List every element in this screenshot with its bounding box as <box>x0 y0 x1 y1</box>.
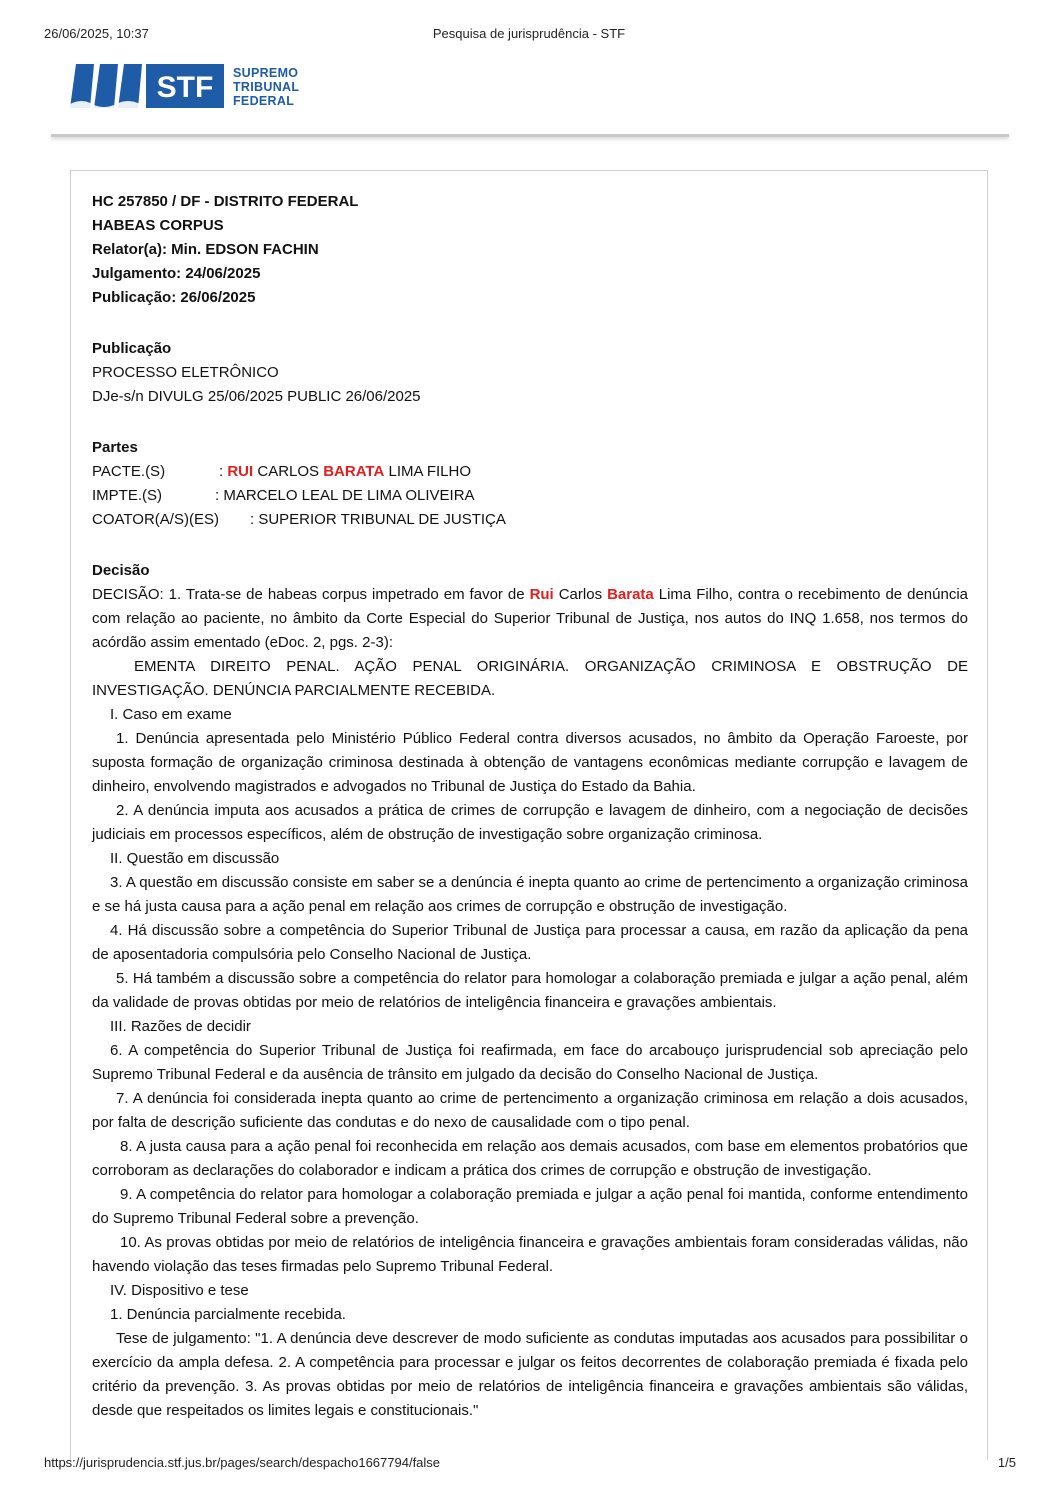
ementa-item-8: 8. A justa causa para a ação penal foi reconhecida em relação aos demais acusados, com base em elementos probatórios que corroboram as declarações do colaborador e indicam a prática dos crimes de corrupção e obstrução de investigação. <box>92 1138 968 1179</box>
party-row-pacte <box>92 460 968 484</box>
ementa-heading-1: I. Caso em exame <box>110 706 232 723</box>
highlight-term: Rui <box>529 586 554 603</box>
case-publicacao: Publicação: 26/06/2025 <box>92 289 256 306</box>
decisao-intro: DECISÃO: 1. Trata-se de habeas corpus impetrado em favor de Rui Carlos Barata Lima Filho, contra o recebimento de denúncia com relação ao paciente, no âmbito da Corte Especial do Superior Tribunal de Justiça, nos autos do INQ 1.658, nos termos do acórdão assim ementado (eDoc. 2, pgs. 2-3): <box>92 586 969 651</box>
case-relator: Relator(a): Min. EDSON FACHIN <box>92 241 319 258</box>
party-value: : RUI CARLOS BARATA LIMA FILHO <box>219 463 472 480</box>
logo-line-1: SUPREMO <box>233 66 299 80</box>
ementa-item-10: 10. As provas obtidas por meio de relatórios de inteligência financeira e gravações ambientais foram consideradas válidas, não havendo violação das teses firmadas pelo Supremo Tribunal Federal. <box>92 1234 968 1275</box>
highlight-term: Barata <box>607 586 654 603</box>
logo-line-2: TRIBUNAL <box>233 80 300 94</box>
case-title: HC 257850 / DF - DISTRITO FEDERAL <box>92 193 359 210</box>
ementa: EMENTA DIREITO PENAL. AÇÃO PENAL ORIGINÁRIA. ORGANIZAÇÃO CRIMINOSA E OBSTRUÇÃO DE INVESTIGAÇÃO. DENÚNCIA PARCIALMENTE RECEBIDA. <box>92 658 968 699</box>
print-page-title: Pesquisa de jurisprudência - STF <box>432 26 626 41</box>
print-url: https://jurisprudencia.stf.jus.br/pages/search/despacho1667794/false <box>44 1455 441 1470</box>
ementa-item-4: 4. Há discussão sobre a competência do Superior Tribunal de Justiça para processar a causa, em razão da aplicação da pena de aposentadoria compulsória pelo Conselho Nacional de Justiça. <box>92 922 968 963</box>
ementa-item-6: 6. A competência do Superior Tribunal de Justiça foi reafirmada, em face do arcabouço jurisprudencial sob apreciação pelo Supremo Tribunal Federal e da ausência de trânsito em julgado da decisão do Conselho Nacional de Justiça. <box>92 1042 968 1083</box>
party-row-impte <box>92 484 968 508</box>
publicacao-line-2: DJe-s/n DIVULG 25/06/2025 PUBLIC 26/06/2025 <box>92 388 421 405</box>
print-page-number: 1/5 <box>997 1455 1016 1470</box>
ementa-heading-4: IV. Dispositivo e tese <box>110 1282 249 1299</box>
publicacao-line-1: PROCESSO ELETRÔNICO <box>92 364 279 381</box>
section-heading-publicacao: Publicação <box>92 340 172 357</box>
tese-julgamento: Tese de julgamento: "1. A denúncia deve descrever de modo suficiente as condutas imputadas aos acusados para possibilitar o exercício da ampla defesa. 2. A competência para processar e julgar os feitos decorrentes de colaboração premiada é fixada pelo critério da prevenção. 3. As provas obtidas por meio de relatórios de inteligência financeira e gravações ambientais são válidas, desde que respeitados os limites legais e constitucionais." <box>92 1330 968 1419</box>
party-label: PACTE.(S) <box>92 463 166 480</box>
ementa-item-1: 1. Denúncia apresentada pelo Ministério Público Federal contra diversos acusados, no âmbito da Operação Faroeste, por suposta formação de organização criminosa destinada à obtenção de vantagens econômicas mediante corrupção e lavagem de dinheiro, envolvendo magistrados e advogados no Tribunal de Justiça do Estado da Bahia. <box>92 730 968 795</box>
ementa-item-7: 7. A denúncia foi considerada inepta quanto ao crime de pertencimento a organização criminosa em relação a dois acusados, por falta de descrição suficiente das condutas e do nexo de causalidade com o tipo penal. <box>92 1090 968 1131</box>
party-label: IMPTE.(S) <box>92 487 162 504</box>
document-content <box>92 190 968 1423</box>
ementa-item-3: 3. A questão em discussão consiste em saber se a denúncia é inepta quanto ao crime de pertencimento a organização criminosa e se há justa causa para a ação penal em relação aos crimes de corrupção e obstrução de investigação. <box>92 874 969 915</box>
party-row-coator <box>92 508 968 532</box>
ementa-item-2: 2. A denúncia imputa aos acusados a prática de crimes de corrupção e lavagem de dinheiro, com a negociação de decisões judiciais em processos específicos, além de obstrução de investigação sobre organização criminosa. <box>92 802 968 843</box>
party-value: : SUPERIOR TRIBUNAL DE JUSTIÇA <box>250 511 506 528</box>
print-datetime: 26/06/2025, 10:37 <box>44 26 149 41</box>
section-heading-decisao: Decisão <box>92 562 150 579</box>
highlight-term: BARATA <box>323 463 385 480</box>
ementa-item-9: 9. A competência do relator para homologar a colaboração premiada e julgar a ação penal foi mantida, conforme entendimento do Supremo Tribunal Federal sobre a prevenção. <box>92 1186 968 1227</box>
party-value: : MARCELO LEAL DE LIMA OLIVEIRA <box>215 487 475 504</box>
logo-abbr: STF <box>156 71 214 104</box>
logo-wordmark <box>233 66 299 108</box>
highlight-term: RUI <box>227 463 254 480</box>
ementa-heading-2: II. Questão em discussão <box>110 850 280 867</box>
header-divider <box>51 134 1009 137</box>
logo-line-3: FEDERAL <box>233 94 295 108</box>
section-heading-partes: Partes <box>92 439 138 456</box>
ementa-heading-3: III. Razões de decidir <box>110 1018 251 1035</box>
case-julgamento: Julgamento: 24/06/2025 <box>92 265 261 282</box>
ementa-item-5: 5. Há também a discussão sobre a competência do relator para homologar a colaboração premiada e julgar a ação penal, além da validade de provas obtidas por meio de relatórios de inteligência financeira e gravações ambientais. <box>92 970 968 1011</box>
dispositivo-item-1: 1. Denúncia parcialmente recebida. <box>110 1306 346 1323</box>
case-class: HABEAS CORPUS <box>92 217 224 234</box>
party-label: COATOR(A/S)(ES) <box>92 511 219 528</box>
